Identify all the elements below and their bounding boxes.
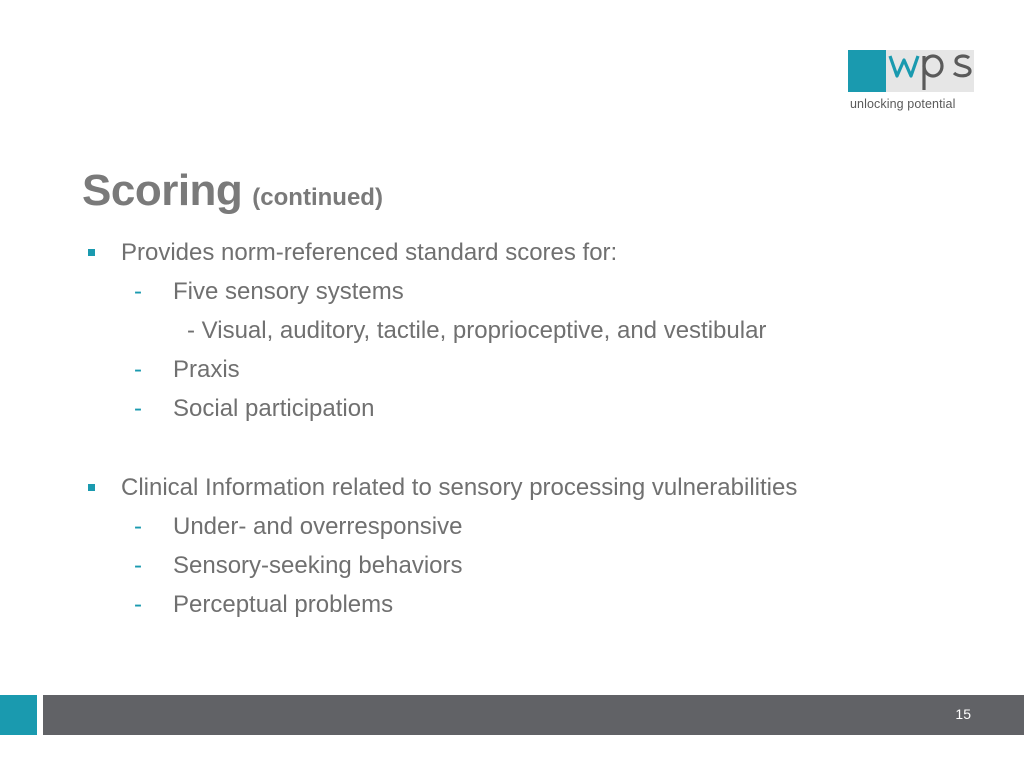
page-number: 15: [955, 706, 971, 722]
sub-item-text: Under- and overresponsive: [173, 513, 463, 540]
dash-marker: -: [134, 591, 142, 618]
dash-marker: -: [134, 395, 142, 422]
wps-logo: [848, 50, 976, 114]
title-main: Scoring: [82, 166, 243, 215]
dash-marker: -: [134, 513, 142, 540]
dash-marker: -: [134, 278, 142, 305]
sub-item-text: Perceptual problems: [173, 591, 394, 618]
sub-item-text: Sensory-seeking behaviors: [173, 552, 463, 579]
logo-tagline: unlocking potential: [850, 97, 956, 111]
footer-bar: [43, 695, 1024, 735]
dash-marker: -: [134, 356, 142, 383]
dash-marker: -: [134, 552, 142, 579]
sub-item-text: Social participation: [173, 395, 375, 422]
bullet-1-text: Provides norm-referenced standard scores for:: [121, 239, 618, 266]
bullet-square-icon: [88, 249, 95, 256]
bullet-square-icon: [88, 484, 95, 491]
bullet-2-text: Clinical Information related to sensory processing vulnerabilities: [121, 474, 798, 501]
sub-sub-item-text: - Visual, auditory, tactile, proprioceptive, and vestibular: [187, 317, 767, 344]
footer-accent-block: [0, 695, 37, 735]
title-subtitle: (continued): [252, 184, 383, 211]
sub-item-text: Praxis: [173, 356, 240, 383]
slide-title: [82, 166, 383, 216]
sub-item-text: Five sensory systems: [173, 278, 404, 305]
wps-logo-mark: [848, 50, 974, 92]
